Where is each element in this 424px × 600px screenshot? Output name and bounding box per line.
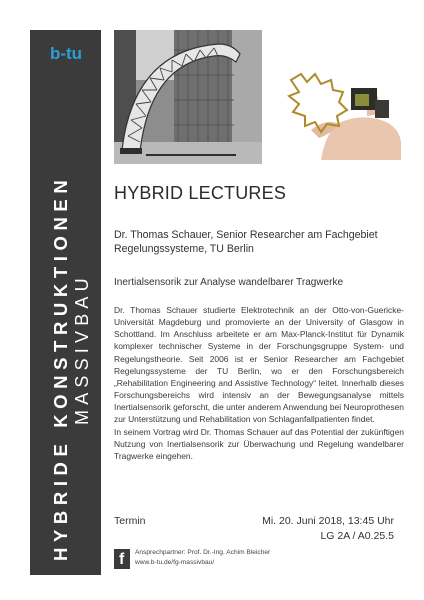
termin-date: Mi. 20. Juni 2018, 13:45 Uhr — [262, 515, 394, 527]
contact-info — [135, 548, 270, 568]
sidebar-band — [30, 30, 101, 575]
vertical-title-line2: MASSIVBAU — [72, 273, 92, 425]
contact-url[interactable]: www.b-tu.de/fg-massivbau/ — [135, 559, 215, 566]
description-paragraph-1: Dr. Thomas Schauer studierte Elektrotechnik an der Otto-von-Guericke-Universität Magdeburg und promovierte an der University of Glasgow in Schottland. Im Anschluss arbeitete er am Max-Planck-Institut für Dynamik komplexer technischer Systeme in der Forschungsgruppe System- und Regelungstheorie. Seit 2006 ist er Senior Researcher am Fachgebiet Regelungssysteme der TU Berlin, wo er den Forschungsbereich „Rehabilitation Engineering and Assistive Technology“ leitet. Innerhalb dieses Forschungsbereichs wird intensiv an der Bewegungsanalyse mittels Inertialsensorik geforscht, die unter anderem Anwendung bei Neuroprothesen zur Unterstützung und Rehabilitation von Schlaganfallpatienten findet. — [114, 305, 404, 425]
page-title: HYBRID LECTURES — [114, 183, 287, 203]
arch-structure-photo — [114, 30, 262, 164]
description-paragraph-2: In seinem Vortrag wird Dr. Thomas Schauer auf das Potential der zukünftigen Nutzung von Inertialsensorik zur Überwachung und Regelung wandelbarer Tragwerke eingehen. — [114, 426, 404, 461]
contact-person: Ansprechpartner: Prof. Dr.-Ing. Achim Bleicher — [135, 549, 271, 556]
termin-label: Termin — [114, 515, 146, 527]
facebook-icon[interactable]: f — [114, 549, 130, 569]
vertical-title — [30, 30, 101, 575]
vertical-title-line1: HYBRIDE KONSTRUKTIONEN — [50, 174, 71, 561]
lecture-description — [114, 304, 404, 462]
btu-logo: b-tu — [49, 44, 83, 63]
ring-sensor-photo — [281, 60, 401, 160]
termin-room: LG 2A / A0.25.5 — [320, 530, 394, 542]
speaker-line: Dr. Thomas Schauer, Senior Researcher am Fachgebiet Regelungssysteme, TU Berlin — [114, 229, 378, 255]
lecture-topic: Inertialsensorik zur Analyse wandelbarer Tragwerke — [114, 277, 343, 288]
